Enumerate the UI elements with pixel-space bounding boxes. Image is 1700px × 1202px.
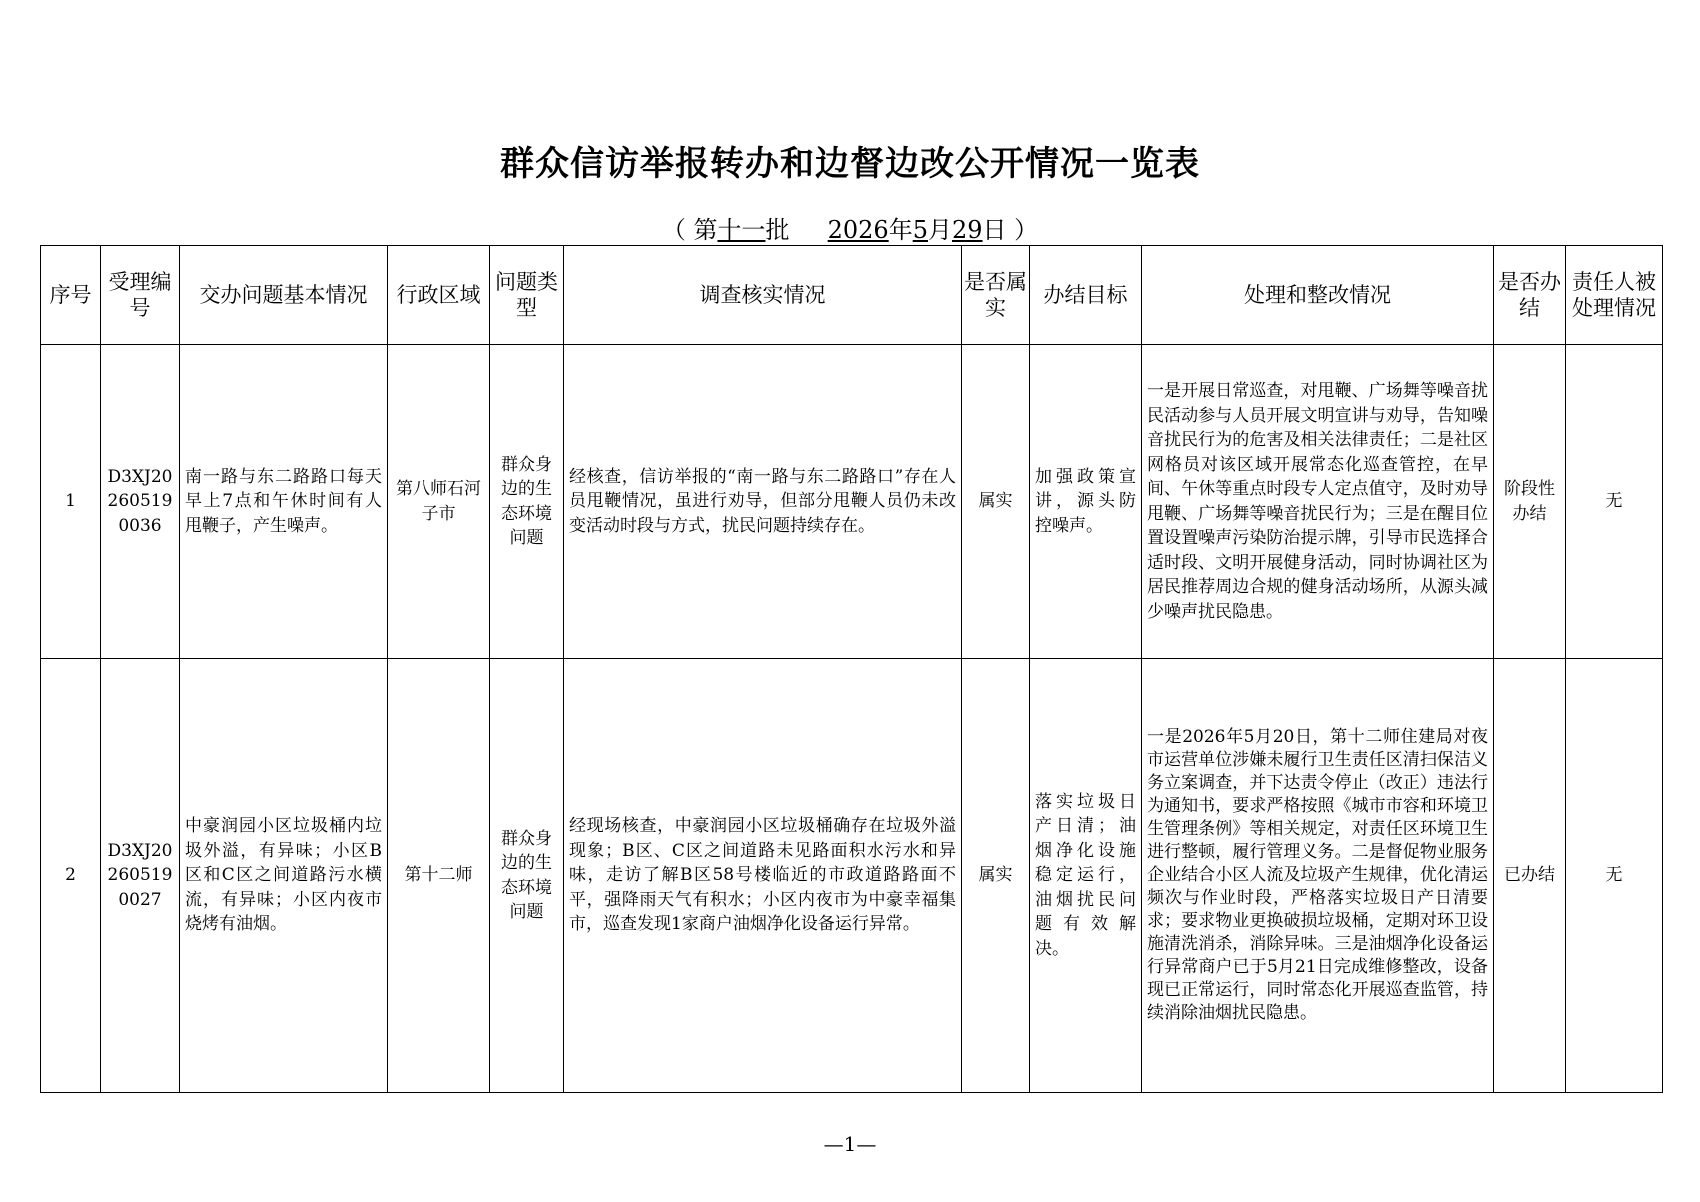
header-issue: 交办问题基本情况 — [180, 246, 388, 345]
row-investigation: 经核查，信访举报的“南一路与东二路路口”存在人员甩鞭情况，虽进行劝导，但部分甩鞭人员仍未改变活动时段与方式，扰民问题持续存在。 — [564, 345, 962, 659]
date-year: 2026 — [827, 216, 889, 244]
row-code: D3XJ202605190027 — [101, 659, 180, 1093]
row-code: D3XJ202605190036 — [101, 345, 180, 659]
header-investigation: 调查核实情况 — [564, 246, 962, 345]
batch-date-line — [0, 210, 1700, 245]
header-closed: 是否办结 — [1494, 246, 1566, 345]
row-seq: 1 — [41, 345, 101, 659]
row-target: 加强政策宣讲，源头防控噪声。 — [1030, 345, 1142, 659]
row-accountability: 无 — [1566, 345, 1663, 659]
batch-number: 十一 — [717, 216, 766, 244]
date-month: 5 — [912, 216, 928, 244]
row-is-true: 属实 — [962, 659, 1030, 1093]
header-target: 办结目标 — [1030, 246, 1142, 345]
row-type: 群众身边的生态环境问题 — [490, 345, 564, 659]
header-type: 问题类型 — [490, 246, 564, 345]
row-is-true: 属实 — [962, 345, 1030, 659]
page-title: 群众信访举报转办和边督边改公开情况一览表 — [500, 144, 1200, 184]
header-seq: 序号 — [41, 246, 101, 345]
page-number: —1— — [823, 1132, 877, 1156]
date-day: 29 — [951, 216, 983, 244]
row-target: 落实垃圾日产日清；油烟净化设施稳定运行，油烟扰民问题有效解决。 — [1030, 659, 1142, 1093]
row-issue: 中豪润园小区垃圾桶内垃圾外溢，有异味；小区B区和C区之间道路污水横流，有异味；小区内夜市烧烤有油烟。 — [180, 659, 388, 1093]
row-closed: 阶段性办结 — [1494, 345, 1566, 659]
header-code: 受理编号 — [101, 246, 180, 345]
table-row — [41, 659, 1663, 1093]
row-closed: 已办结 — [1494, 659, 1566, 1093]
day-suffix: 日 ） — [982, 216, 1039, 244]
month-suffix: 月 — [927, 216, 952, 244]
table-row — [41, 345, 1663, 659]
row-seq: 2 — [41, 659, 101, 1093]
year-suffix: 年 — [888, 216, 913, 244]
header-region: 行政区域 — [388, 246, 490, 345]
row-handling: 一是开展日常巡查，对甩鞭、广场舞等噪音扰民活动参与人员开展文明宣讲与劝导，告知噪音扰民行为的危害及相关法律责任；二是社区网格员对该区域开展常态化巡查管控，在早间、午休等重点时段专人定点值守，及时劝导甩鞭、广场舞等噪音扰民行为；三是在醒目位置设置噪声污染防治提示牌，引导市民选择合适时段、文明开展健身活动，同时协调社区为居民推荐周边合规的健身活动场所，从源头减少噪声扰民隐患。 — [1142, 345, 1494, 659]
row-type: 群众身边的生态环境问题 — [490, 659, 564, 1093]
row-region: 第十二师 — [388, 659, 490, 1093]
batch-suffix: 批 — [765, 216, 790, 244]
row-handling: 一是2026年5月20日，第十二师住建局对夜市运营单位涉嫌未履行卫生责任区清扫保洁义务立案调查，并下达责令停止（改正）违法行为通知书，要求严格按照《城市市容和环境卫生管理条例》等相关规定，对责任区环境卫生进行整顿，履行管理义务。二是督促物业服务企业结合小区人流及垃圾产生规律，优化清运频次与作业时段，严格落实垃圾日产日清要求；要求物业更换破损垃圾桶，定期对环卫设施清洗消杀，消除异味。三是油烟净化设备运行异常商户已于5月21日完成维修整改，设备现已正常运行，同时常态化开展巡查监管，持续消除油烟扰民隐患。 — [1142, 659, 1494, 1093]
header-handling: 处理和整改情况 — [1142, 246, 1494, 345]
row-region: 第八师石河子市 — [388, 345, 490, 659]
header-accountability: 责任人被处理情况 — [1566, 246, 1663, 345]
header-row — [41, 246, 1663, 345]
petition-table — [40, 245, 1663, 1093]
row-investigation: 经现场核查，中豪润园小区垃圾桶确存在垃圾外溢现象；B区、C区之间道路未见路面积水污水和异味，走访了解B区58号楼临近的市政道路路面不平，强降雨天气有积水；小区内夜市为中豪幸福集市，巡查发现1家商户油烟净化设备运行异常。 — [564, 659, 962, 1093]
subtitle-open: （ 第 — [661, 216, 718, 244]
row-issue: 南一路与东二路路口每天早上7点和午休时间有人甩鞭子，产生噪声。 — [180, 345, 388, 659]
row-accountability: 无 — [1566, 659, 1663, 1093]
header-is-true: 是否属实 — [962, 246, 1030, 345]
